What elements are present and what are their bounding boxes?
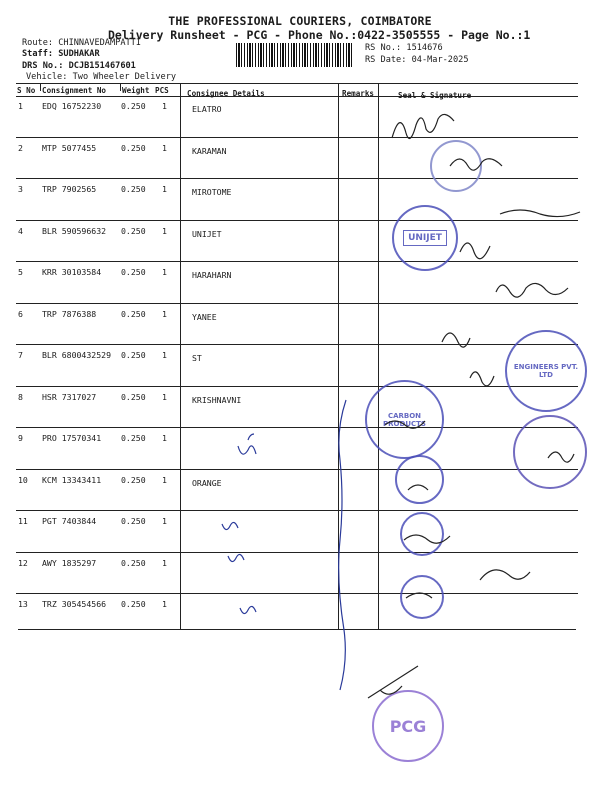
row-consignment-no: AWY 1835297: [42, 557, 97, 568]
row-weight: 0.250: [121, 474, 146, 485]
row-pcs: 1: [162, 184, 167, 194]
row-pcs: 1: [162, 350, 167, 360]
col-pcs: PCS: [155, 86, 169, 95]
row-weight: 0.250: [121, 184, 146, 194]
row-consignee: MIROTOME: [192, 187, 232, 197]
row-weight: 0.250: [121, 308, 146, 319]
row-consignment-no: PGT 7403844: [42, 516, 97, 526]
signature-mark: [368, 666, 418, 698]
col-seal: Seal & Signature: [398, 91, 472, 100]
row-sno: 8: [18, 391, 23, 402]
row-consignee: KARAMAN: [192, 145, 227, 156]
signature-mark: [392, 114, 454, 138]
row-sno: 9: [18, 433, 23, 443]
row-pcs: 1: [162, 433, 167, 443]
handwritten-mark: [240, 606, 256, 613]
signature-mark: [480, 570, 530, 580]
row-consignee: KRISHNAVNI: [192, 394, 242, 405]
signature-mark: [460, 243, 490, 259]
row-consignment-no: TRZ 305454566: [42, 599, 107, 609]
signature-mark: [408, 485, 428, 490]
row-pcs: 1: [162, 391, 167, 402]
row-sno: 12: [18, 557, 28, 568]
signature-mark: [548, 452, 574, 462]
row-pcs: 1: [162, 308, 167, 319]
rs-date-value: 04-Mar-2025: [411, 55, 469, 65]
row-weight: 0.250: [121, 225, 146, 236]
row-consignment-no: BLR 590596632: [42, 225, 107, 236]
signature-mark: [450, 159, 502, 170]
row-weight: 0.250: [121, 557, 146, 568]
row-pcs: 1: [162, 267, 167, 277]
col-consignment: Consignment No: [42, 86, 107, 95]
company-title: THE PROFESSIONAL COURIERS, COIMBATORE: [168, 14, 432, 28]
signature-strokes: [368, 114, 580, 698]
row-pcs: 1: [162, 516, 167, 526]
staff-value: SUDHAKAR: [58, 49, 100, 59]
row-consignment-no: TRP 7876388: [42, 308, 97, 319]
row-consignee: YANEE: [192, 311, 217, 322]
row-pcs: 1: [162, 225, 167, 236]
route-value: CHINNAVEDAMPATTI: [58, 38, 142, 48]
row-consignee: ORANGE: [192, 477, 222, 488]
row-weight: 0.250: [121, 142, 146, 153]
unijet-stamp-text: UNIJET: [403, 230, 447, 246]
drs-label: DRS No.:: [22, 61, 64, 71]
row-sno: 7: [18, 350, 23, 360]
row-consignee: HARAHARN: [192, 270, 232, 280]
vehicle-value: Two Wheeler Delivery: [72, 72, 177, 82]
row-sno: 1: [18, 101, 23, 111]
rs-no-value: 1514676: [406, 43, 443, 53]
drs-value: DCJB151467601: [68, 61, 136, 71]
row-consignment-no: MTP 5077455: [42, 142, 97, 153]
rs-no-label: RS No.:: [365, 43, 402, 53]
row-sno: 4: [18, 225, 23, 236]
row-sno: 13: [18, 599, 28, 609]
ink-marks: [222, 400, 346, 690]
signature-mark: [496, 283, 568, 297]
runsheet-subtitle: Delivery Runsheet - PCG - Phone No.:0422-3505555 - Page No.:1: [108, 28, 531, 42]
row-consignment-no: EDQ 16752230: [42, 101, 102, 111]
row-consignment-no: HSR 7317027: [42, 391, 97, 402]
row-pcs: 1: [162, 142, 167, 153]
row-pcs: 1: [162, 599, 167, 609]
row-consignment-no: PRO 17570341: [42, 433, 102, 443]
row-weight: 0.250: [121, 350, 146, 360]
col-weight: Weight: [122, 86, 150, 95]
signature-mark: [500, 210, 580, 217]
row-consignee: UNIJET: [192, 228, 222, 239]
row-consignment-no: KRR 30103584: [42, 267, 102, 277]
row-weight: 0.250: [121, 516, 146, 526]
row-consignment-no: BLR 6800432529: [42, 350, 112, 360]
signature-mark: [442, 333, 470, 347]
row-consignment-no: KCM 13343411: [42, 474, 102, 485]
handwritten-mark: [222, 522, 238, 529]
carbon-stamp-text: CARBON PRODUCTS: [383, 411, 426, 428]
row-consignee: ST: [192, 353, 202, 363]
signature-mark: [406, 593, 432, 598]
signature-mark: [470, 372, 494, 386]
col-sno: S No: [17, 86, 36, 95]
rs-date-label: RS Date:: [365, 55, 407, 65]
pcg-stamp-text: PCG: [389, 716, 427, 736]
handwritten-mark: [228, 554, 244, 561]
vehicle-label: Vehicle:: [26, 72, 68, 82]
row-pcs: 1: [162, 474, 167, 485]
row-sno: 2: [18, 142, 23, 153]
row-weight: 0.250: [121, 391, 146, 402]
handwritten-mark: [238, 434, 256, 454]
col-remarks: Remarks: [342, 89, 375, 98]
row-weight: 0.250: [121, 433, 146, 443]
signature-mark: [404, 535, 450, 543]
row-weight: 0.250: [121, 267, 146, 277]
route-label: Route:: [22, 38, 54, 48]
engineers-stamp-text: ENGINEERS PVT. LTD: [513, 363, 579, 379]
row-consignee: ELATRO: [192, 104, 222, 114]
row-sno: 5: [18, 267, 23, 277]
col-consignee: Consignee Details: [187, 89, 265, 98]
handwritten-mark: [339, 400, 346, 690]
row-pcs: 1: [162, 557, 167, 568]
row-consignment-no: TRP 7902565: [42, 184, 97, 194]
row-pcs: 1: [162, 101, 167, 111]
row-sno: 11: [18, 516, 28, 526]
row-sno: 6: [18, 308, 23, 319]
row-weight: 0.250: [121, 599, 146, 609]
row-weight: 0.250: [121, 101, 146, 111]
staff-label: Staff:: [22, 49, 54, 59]
row-sno: 3: [18, 184, 23, 194]
signature-mark: [385, 421, 425, 428]
row-sno: 10: [18, 474, 28, 485]
